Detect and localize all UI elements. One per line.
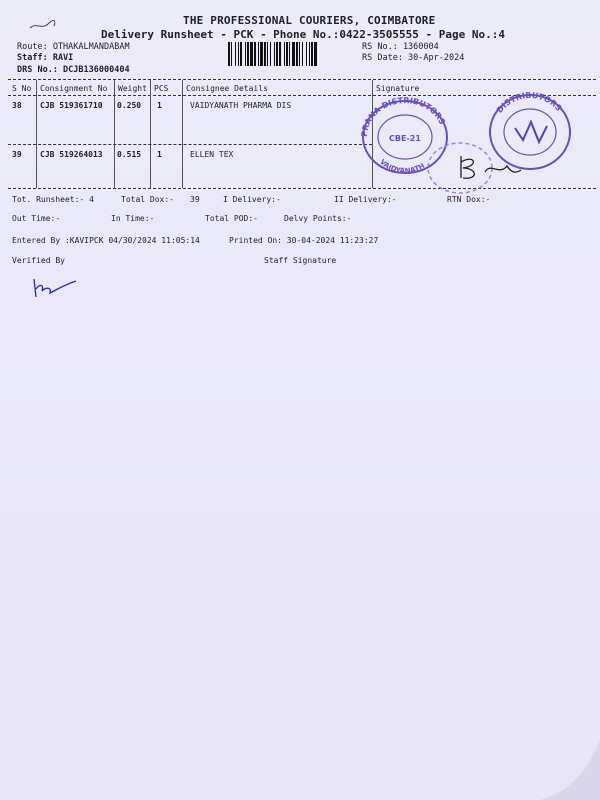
divider — [8, 79, 596, 80]
printed-on: Printed On: 30-04-2024 11:23:27 — [229, 236, 379, 245]
table-cell-pcs: 1 — [157, 101, 162, 110]
company-title: THE PROFESSIONAL COURIERS, COIMBATORE — [183, 14, 436, 27]
col-header-signature: Signature — [376, 84, 420, 93]
verified-by: Verified By — [12, 256, 65, 265]
signature — [455, 152, 525, 184]
table-cell-consignee: ELLEN TEX — [190, 150, 234, 159]
entered-by: Entered By :KAVIPCK 04/30/2024 11:05:14 — [12, 236, 200, 245]
pen-scribble — [28, 18, 58, 32]
page-curl — [540, 740, 600, 800]
column-rule — [36, 80, 37, 188]
stamp-text: DISTRIBUTORS — [495, 90, 564, 115]
total-pod: Total POD:- — [205, 214, 258, 223]
svg-text:VAIDYANATH — [378, 158, 426, 175]
ii-delivery: II Delivery:- — [334, 195, 397, 204]
i-delivery: I Delivery:- — [223, 195, 281, 204]
tot-runsheet: Tot. Runsheet:- 4 — [12, 195, 94, 204]
svg-text:DISTRIBUTORS — [495, 91, 563, 115]
barcode — [228, 42, 356, 66]
col-header-consignee: Consignee Details — [186, 84, 268, 93]
out-time: Out Time:- — [12, 214, 61, 223]
table-cell-sno: 38 — [12, 101, 22, 110]
table-cell-consignment: CJB 519264013 — [40, 150, 103, 159]
table-cell-pcs: 1 — [157, 150, 162, 159]
divider — [8, 188, 596, 189]
staff-label: Staff: RAVI — [17, 53, 74, 63]
staff-signature-label: Staff Signature — [264, 256, 337, 265]
svg-text:PRANA DISTRIBUTORS — [360, 96, 447, 137]
col-header-sno: S No — [12, 84, 32, 93]
table-cell-consignment: CJB 519361710 — [40, 101, 103, 110]
rs-number: RS No.: 1360004 — [362, 42, 439, 52]
total-dox-value: 39 — [190, 195, 200, 204]
col-header-consignment: Consignment No — [40, 84, 108, 93]
column-rule — [150, 80, 151, 188]
drs-number: DRS No.: DCJB136000404 — [17, 65, 130, 75]
rtn-dox: RTN Dox:- — [447, 195, 491, 204]
route-label: Route: OTHAKALMANDABAM — [17, 42, 130, 52]
column-rule — [182, 80, 183, 188]
verified-signature — [30, 275, 80, 301]
runsheet-heading: Delivery Runsheet - PCK - Phone No.:0422-3505555 - Page No.:4 — [101, 28, 505, 41]
table-cell-consignee: VAIDYANATH PHARMA DIS — [190, 101, 292, 110]
col-header-weight: Weight — [118, 84, 147, 93]
delvy-points: Delvy Points:- — [284, 214, 352, 223]
stamp-text: PRANA DISTRIBUTORS — [359, 95, 447, 138]
table-cell-weight: 0.250 — [117, 101, 142, 110]
table-cell-weight: 0.515 — [117, 150, 142, 159]
in-time: In Time:- — [111, 214, 155, 223]
table-cell-sno: 39 — [12, 150, 22, 159]
col-header-pcs: PCS — [154, 84, 169, 93]
rs-date: RS Date: 30-Apr-2024 — [362, 53, 465, 63]
stamp-center: CBE-21 — [389, 134, 421, 143]
row-divider — [8, 144, 372, 145]
stamp-bottom-text: VAIDYANATH — [378, 157, 427, 176]
total-dox-label: Total Dox:- — [121, 195, 174, 204]
column-rule — [114, 80, 115, 188]
